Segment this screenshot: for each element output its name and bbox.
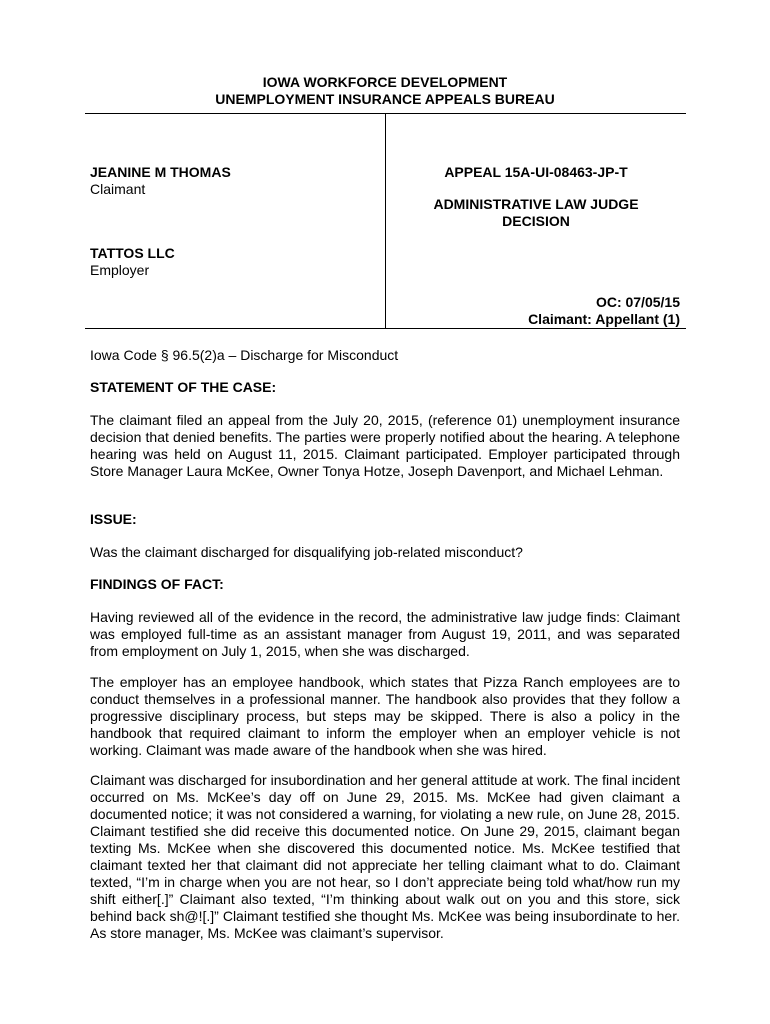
findings-heading: FINDINGS OF FACT: [90,576,224,592]
employer-name: TATTOS LLC [90,245,175,261]
findings-paragraph-3: Claimant was discharged for insubordination and her general attitude at work. The final incident occurred on Ms. McKee’s day off on June 29, 2015. Ms. McKee had given claimant a documented notice; it was not considered a warning, for violating a new rule, on June 28, 2015. Claimant testified she did receive this documented notice. On June 29, 2015, claimant began texting Ms. McKee when she discovered this documented notice. Ms. McKee testified that claimant texted her that claimant did not appreciate her telling claimant what to do. Claimant texted, “I’m in charge when you are not hear, so I don’t appreciate being told what/how run my shift either[.]” Claimant also texted, “I’m thinking about walk out on you and this store, sick behind back sh@![.]” Claimant testified she thought Ms. McKee was being insubordinate to her. As store manager, Ms. McKee was claimant’s supervisor. [90,772,680,941]
oc-date: OC: 07/05/15 [595,294,680,310]
claimant-role: Claimant [90,181,146,197]
issue-text: Was the claimant discharged for disqualifying job-related misconduct? [90,544,523,560]
decision-title-line1: ADMINISTRATIVE LAW JUDGE [433,196,639,212]
agency-name: IOWA WORKFORCE DEVELOPMENT [262,74,508,90]
findings-paragraph-1: Having reviewed all of the evidence in the record, the administrative law judge finds: Claimant was employed full-time as an assistant manager from August 19, 2011, and was separated from employment on July 1, 2015, when she was discharged. [90,609,680,659]
employer-role: Employer [90,262,150,278]
code-citation: Iowa Code § 96.5(2)a – Discharge for Misconduct [90,347,399,363]
claimant-status: Claimant: Appellant (1) [528,311,680,327]
claimant-name: JEANINE M THOMAS [90,164,231,180]
statement-text: The claimant filed an appeal from the July 20, 2015, (reference 01) unemployment insurance decision that denied benefits. The parties were properly notified about the hearing. A telephone hearing was held on August 11, 2015. Claimant participated. Employer participated through Store Manager Laura McKee, Owner Tonya Hotze, Joseph Davenport, and Michael Lehman. [90,412,680,479]
decision-title-line2: DECISION [502,213,570,229]
statement-heading: STATEMENT OF THE CASE: [90,379,277,395]
findings-paragraph-2: The employer has an employee handbook, which states that Pizza Ranch employees are to conduct themselves in a professional manner. The handbook also provides that they follow a progressive disciplinary process, but steps may be skipped. There is also a policy in the handbook that required claimant to inform the employer when an employer vehicle is not working. Claimant was made aware of the handbook when she was hired. [90,674,680,758]
appeal-number: APPEAL 15A-UI-08463-JP-T [444,164,628,180]
bureau-name: UNEMPLOYMENT INSURANCE APPEALS BUREAU [215,91,555,107]
issue-heading: ISSUE: [90,511,137,527]
caption-bottom-rule [85,328,686,329]
